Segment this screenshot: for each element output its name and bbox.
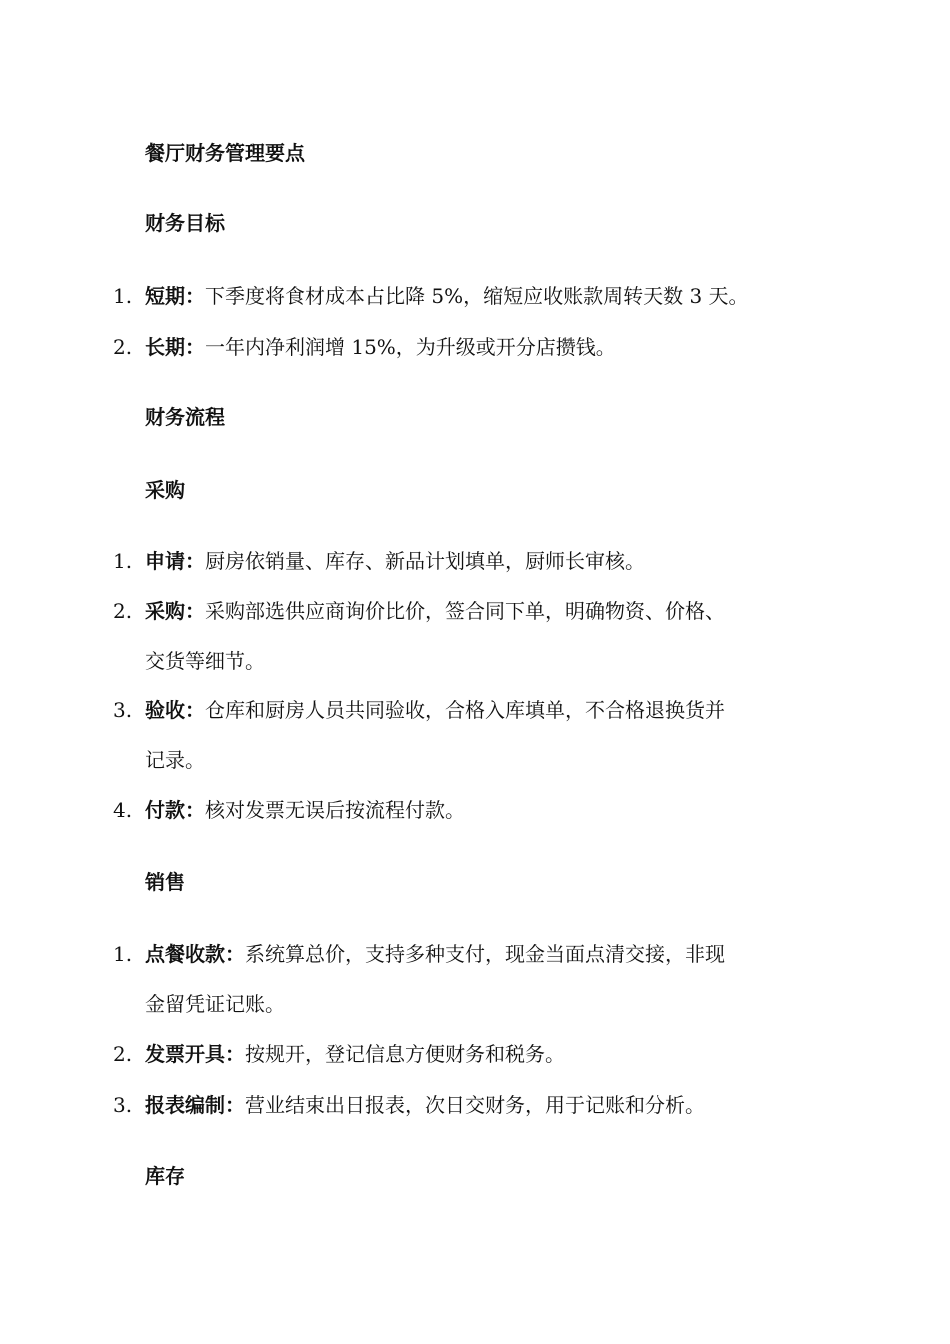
- list-line: [145, 599, 813, 623]
- list-number: 4.: [113, 798, 133, 822]
- list-item: [113, 335, 813, 359]
- section-heading-process: 财务流程: [145, 405, 225, 429]
- list-number: 1.: [113, 942, 133, 966]
- list-line: [145, 798, 813, 822]
- list-text: 金留凭证记账。: [145, 992, 285, 1016]
- list-line: [145, 1042, 813, 1066]
- subsection-heading-sales: 销售: [145, 870, 185, 894]
- list-text: 仓库和厨房人员共同验收，合格入库填单，不合格退换货并: [205, 698, 725, 722]
- list-line: [145, 649, 813, 673]
- list-item: [113, 549, 813, 573]
- list-label: 发票开具：: [145, 1042, 245, 1066]
- list-text: 记录。: [145, 748, 205, 772]
- document-title: 餐厅财务管理要点: [145, 141, 305, 165]
- list-text: 核对发票无误后按流程付款。: [205, 798, 465, 822]
- list-number: 1.: [113, 284, 133, 308]
- list-text: 采购部选供应商询价比价，签合同下单，明确物资、价格、: [205, 599, 725, 623]
- list-text: 按规开，登记信息方便财务和税务。: [245, 1042, 565, 1066]
- section-heading-goals: 财务目标: [145, 211, 225, 235]
- list-number: 3.: [113, 698, 133, 722]
- list-label: 长期：: [145, 335, 205, 359]
- list-label: 短期：: [145, 284, 205, 308]
- list-item: [113, 942, 813, 1016]
- list-text: 厨房依销量、库存、新品计划填单，厨师长审核。: [205, 549, 645, 573]
- list-line: [145, 942, 813, 966]
- list-number: 2.: [113, 599, 133, 623]
- list-item: [113, 284, 813, 308]
- list-item: [113, 599, 813, 673]
- list-number: 1.: [113, 549, 133, 573]
- list-label: 点餐收款：: [145, 942, 245, 966]
- subsection-heading-purchase: 采购: [145, 478, 185, 502]
- list-number: 2.: [113, 335, 133, 359]
- list-label: 付款：: [145, 798, 205, 822]
- list-text: 一年内净利润增 15%，为升级或开分店攒钱。: [205, 335, 616, 359]
- list-text: 下季度将食材成本占比降 5%，缩短应收账款周转天数 3 天。: [205, 284, 749, 308]
- list-text: 营业结束出日报表，次日交财务，用于记账和分析。: [245, 1093, 705, 1117]
- list-label: 采购：: [145, 599, 205, 623]
- list-item: [113, 698, 813, 772]
- list-line: [145, 748, 813, 772]
- list-line: [145, 1093, 813, 1117]
- subsection-heading-inventory: 库存: [145, 1164, 185, 1188]
- list-item: [113, 1093, 813, 1117]
- list-label: 报表编制：: [145, 1093, 245, 1117]
- list-number: 3.: [113, 1093, 133, 1117]
- list-item: [113, 1042, 813, 1066]
- list-line: [145, 549, 813, 573]
- list-line: [145, 992, 813, 1016]
- list-text: 系统算总价，支持多种支付，现金当面点清交接，非现: [245, 942, 725, 966]
- list-text: 交货等细节。: [145, 649, 265, 673]
- list-item: [113, 798, 813, 822]
- list-line: [145, 284, 813, 308]
- list-number: 2.: [113, 1042, 133, 1066]
- list-line: [145, 335, 813, 359]
- list-line: [145, 698, 813, 722]
- list-label: 验收：: [145, 698, 205, 722]
- list-label: 申请：: [145, 549, 205, 573]
